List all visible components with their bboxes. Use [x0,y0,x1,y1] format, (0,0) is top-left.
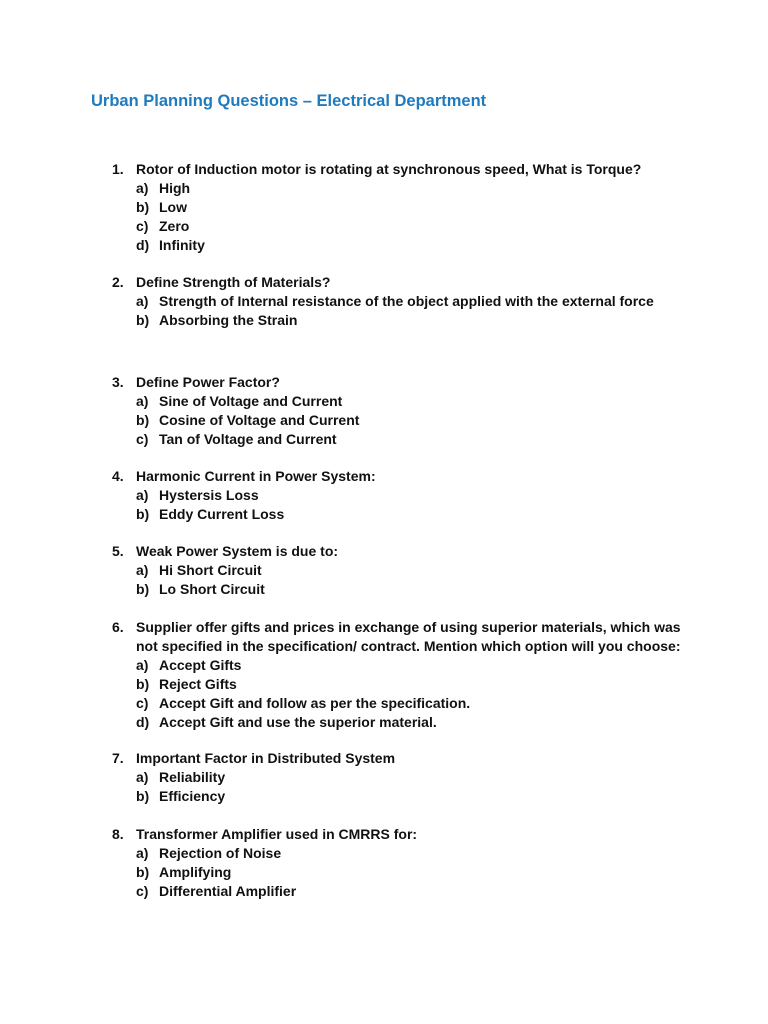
option-letter: b) [136,506,150,522]
option-list [112,486,712,524]
option-letter: b) [136,312,150,328]
question-text: Harmonic Current in Power System: [136,468,376,484]
question-4 [112,467,712,524]
option-letter: c) [136,431,149,447]
option-item [136,656,712,675]
question-line [112,637,712,656]
option-item [136,505,712,524]
option-letter: b) [136,199,150,215]
question-line [112,749,712,768]
option-item [136,694,712,713]
option-item [136,179,712,198]
question-8 [112,825,712,901]
question-text: Supplier offer gifts and prices in exchange of using superior materials, which was [136,619,681,635]
option-text: Differential Amplifier [159,883,297,899]
question-text: Important Factor in Distributed System [136,750,396,766]
option-item [136,768,712,787]
option-text: Amplifying [159,864,232,880]
question-7 [112,749,712,806]
option-item [136,486,712,505]
question-5 [112,542,712,599]
option-letter: b) [136,676,150,692]
option-letter: a) [136,393,149,409]
option-list [112,768,712,806]
question-text-continued: not specified in the specification/ contract. Mention which option will you choose: [136,638,681,654]
option-letter: c) [136,695,149,711]
option-list [112,561,712,599]
option-letter: a) [136,487,149,503]
option-item [136,863,712,882]
option-text: Low [159,199,187,215]
option-text: Accept Gift and follow as per the specification. [159,695,471,711]
option-letter: b) [136,788,150,804]
question-number: 4. [112,468,124,484]
option-text: Absorbing the Strain [159,312,298,328]
question-line [112,273,712,292]
question-text: Define Power Factor? [136,374,280,390]
option-text: Reject Gifts [159,676,237,692]
option-text: High [159,180,191,196]
question-1 [112,160,712,255]
option-letter: b) [136,412,150,428]
option-text: Reliability [159,769,226,785]
question-number: 2. [112,274,124,290]
option-text: Lo Short Circuit [159,581,265,597]
option-text: Accept Gift and use the superior material. [159,714,437,730]
option-text: Hi Short Circuit [159,562,262,578]
option-letter: a) [136,293,149,309]
option-text: Hystersis Loss [159,487,259,503]
option-item [136,311,712,330]
question-text: Weak Power System is due to: [136,543,339,559]
option-item [136,198,712,217]
option-letter: a) [136,657,149,673]
question-line [112,618,712,637]
question-number: 3. [112,374,124,390]
option-list [112,656,712,732]
option-text: Cosine of Voltage and Current [159,412,360,428]
option-list [112,844,712,901]
option-item [136,217,712,236]
option-item [136,392,712,411]
question-number: 1. [112,161,124,177]
question-number: 8. [112,826,124,842]
option-text: Infinity [159,237,205,253]
option-text: Efficiency [159,788,226,804]
option-letter: a) [136,845,149,861]
question-3 [112,373,712,449]
option-text: Zero [159,218,190,234]
option-text: Rejection of Noise [159,845,282,861]
question-number: 5. [112,543,124,559]
option-item [136,882,712,901]
option-text: Strength of Internal resistance of the object applied with the external force [159,293,654,309]
option-item [136,675,712,694]
option-item [136,787,712,806]
option-item [136,292,712,311]
question-6 [112,618,712,732]
option-letter: c) [136,218,149,234]
option-text: Sine of Voltage and Current [159,393,343,409]
question-2 [112,273,712,330]
question-line [112,467,712,486]
question-text: Define Strength of Materials? [136,274,331,290]
question-line [112,825,712,844]
question-number: 7. [112,750,124,766]
option-item [136,580,712,599]
option-letter: a) [136,180,149,196]
option-item [136,411,712,430]
option-item [136,561,712,580]
option-letter: b) [136,864,150,880]
question-text: Transformer Amplifier used in CMRRS for: [136,826,418,842]
option-list [112,292,712,330]
option-item [136,713,712,732]
option-list [112,179,712,255]
option-letter: d) [136,714,150,730]
option-list [112,392,712,449]
question-number: 6. [112,619,124,635]
option-letter: c) [136,883,149,899]
option-item [136,236,712,255]
option-text: Tan of Voltage and Current [159,431,337,447]
option-letter: a) [136,562,149,578]
option-letter: d) [136,237,150,253]
question-text: Rotor of Induction motor is rotating at synchronous speed, What is Torque? [136,161,642,177]
option-letter: b) [136,581,150,597]
question-line [112,542,712,561]
option-text: Accept Gifts [159,657,242,673]
option-item [136,430,712,449]
question-line [112,373,712,392]
option-text: Eddy Current Loss [159,506,285,522]
document-title: Urban Planning Questions – Electrical Department [91,92,487,110]
question-line [112,160,712,179]
option-item [136,844,712,863]
option-letter: a) [136,769,149,785]
